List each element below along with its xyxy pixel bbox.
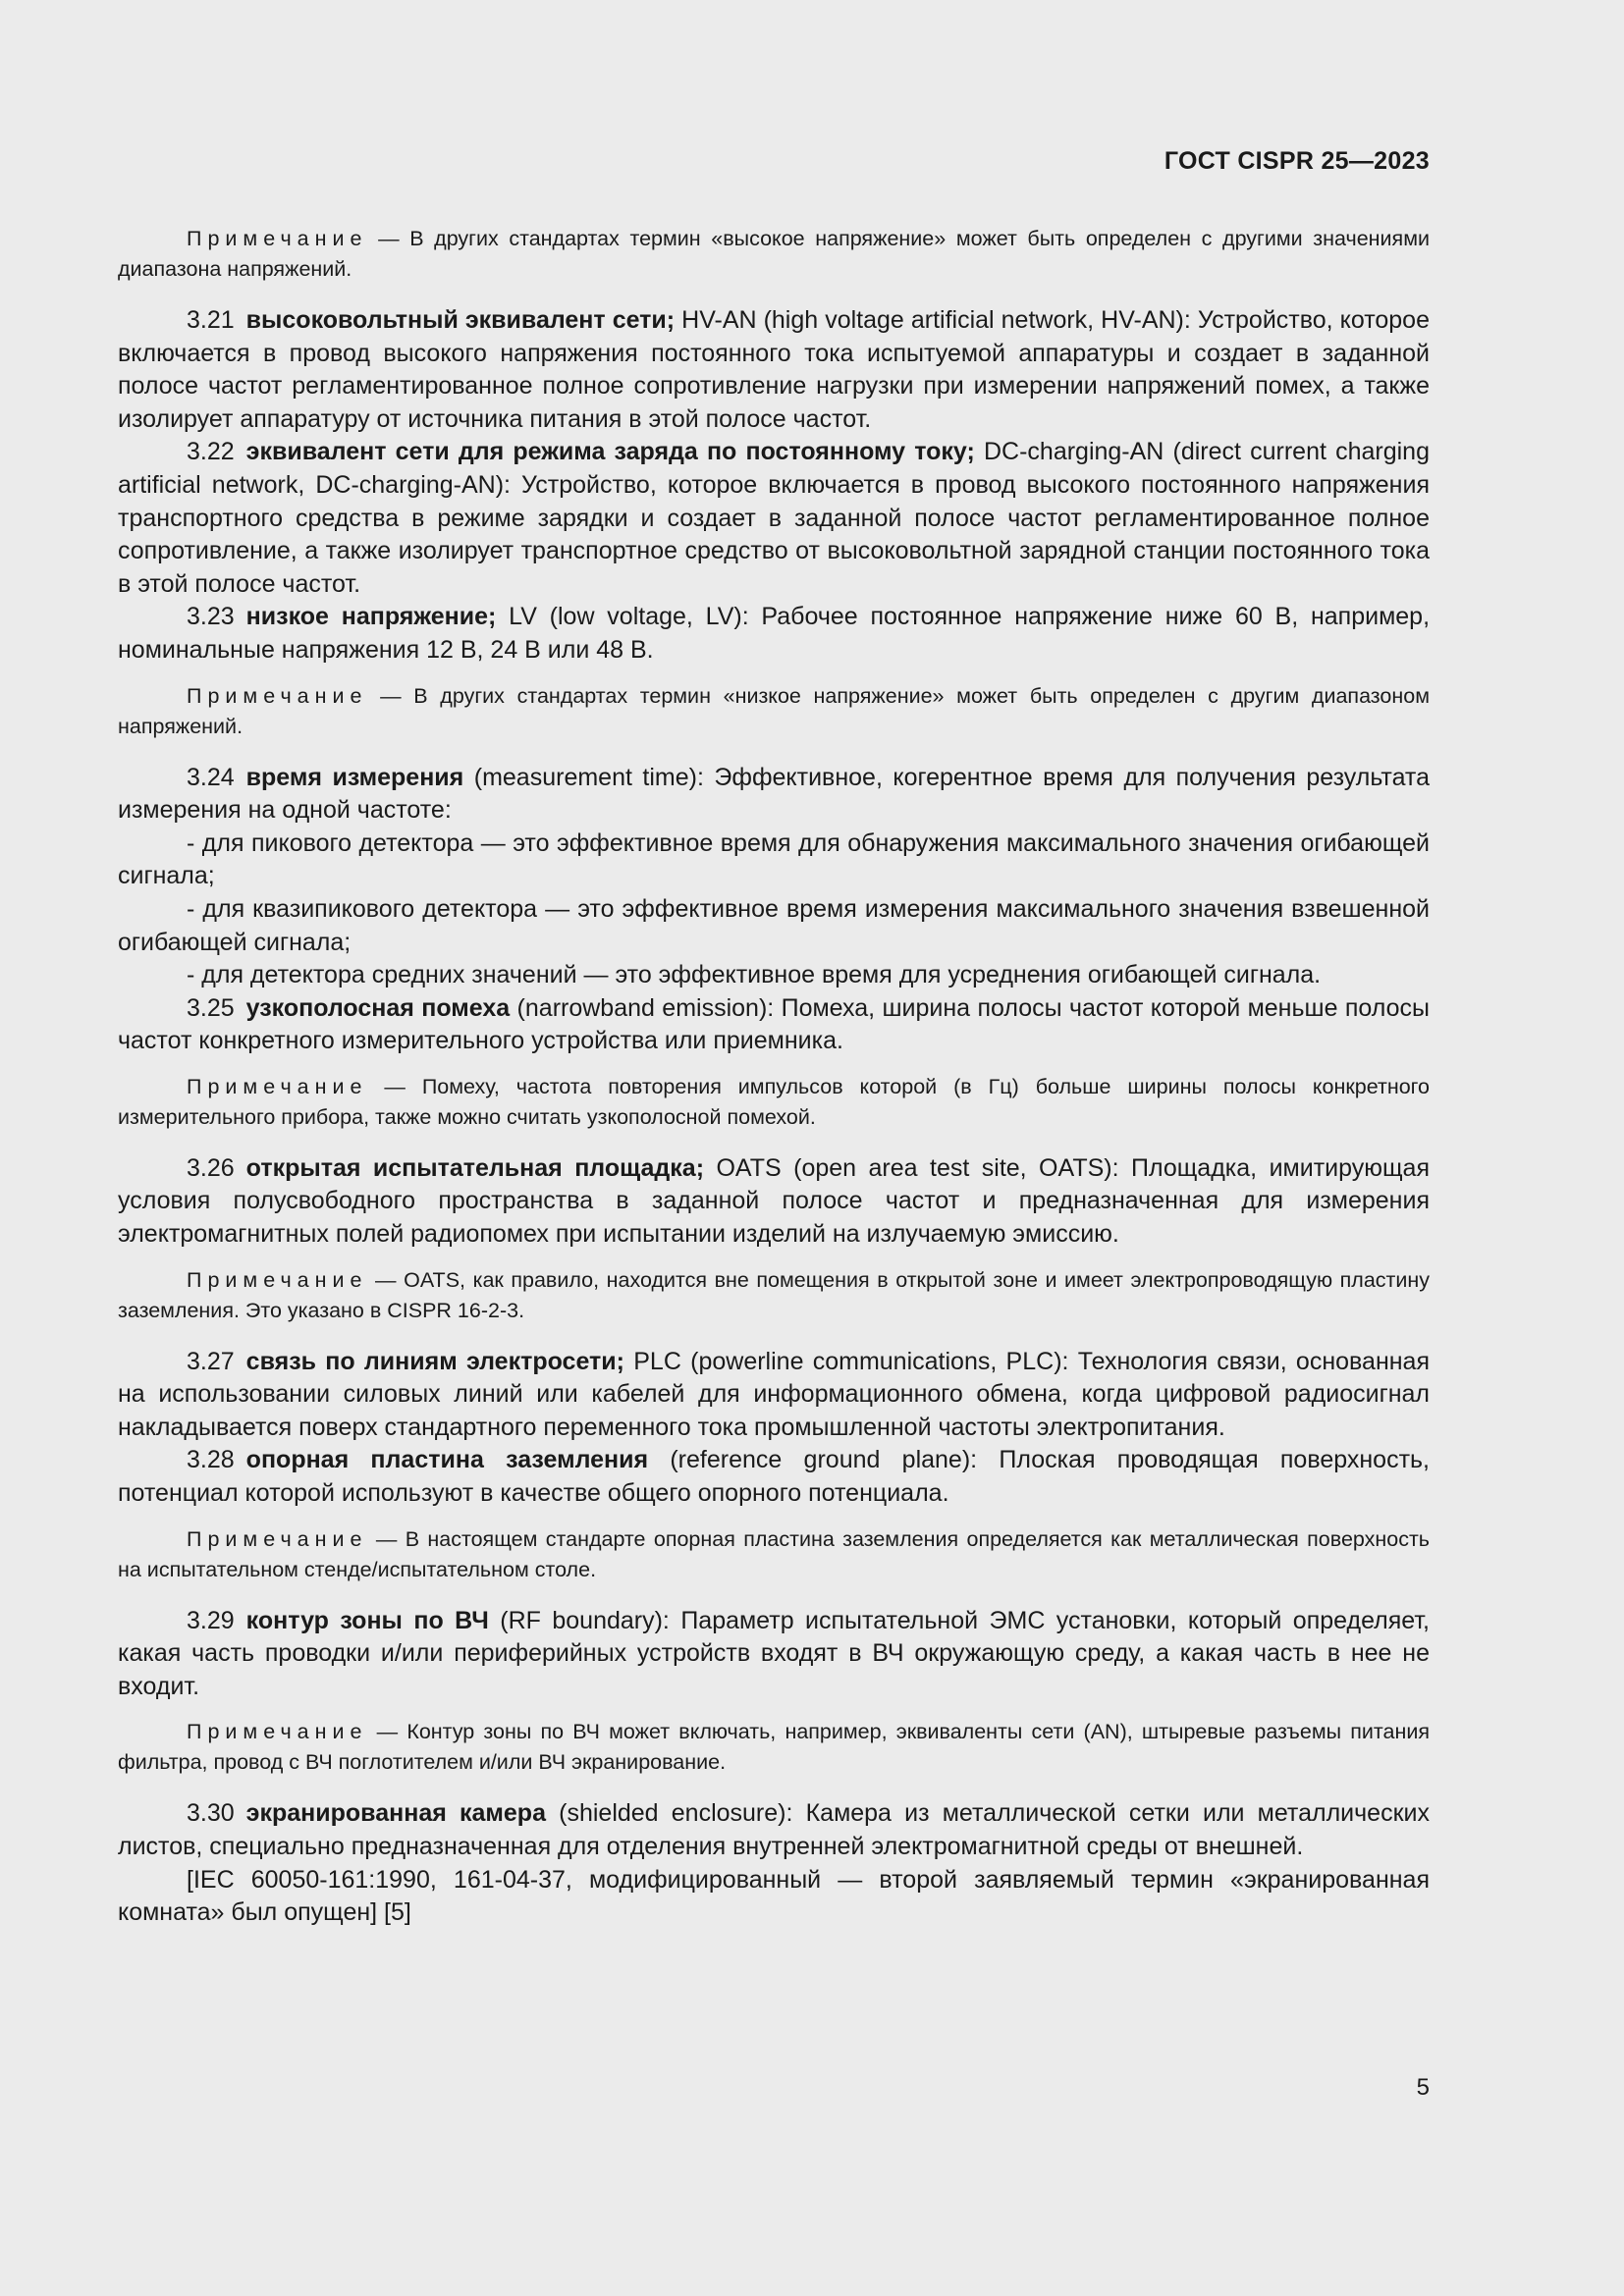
- term-3-23: [118, 601, 1430, 667]
- term-name: экранированная камера: [245, 1799, 546, 1828]
- note-dash: —: [367, 1526, 406, 1551]
- term-3-21: [118, 304, 1430, 436]
- note-paragraph: [118, 224, 1430, 285]
- term-name: высоковольтный эквивалент сети;: [245, 306, 676, 334]
- list-item: - для пикового детектора — это эффективное время для обнаружения максимального значения огибающей сигнала;: [118, 828, 1430, 890]
- term-definition: LV (low voltage, LV): Рабочее постоянное напряжение ниже 60 В, например, номинальные напряжения 12 В, 24 В или 48 В.: [118, 603, 1431, 664]
- note-paragraph: [118, 1524, 1430, 1585]
- note-paragraph: [118, 681, 1430, 742]
- term-number: 3.27: [187, 1347, 235, 1375]
- document-code-header: ГОСТ CISPR 25—2023: [1164, 147, 1430, 175]
- note-dash: —: [367, 1267, 405, 1292]
- term-3-25: [118, 992, 1430, 1058]
- page-number: 5: [1416, 2074, 1430, 2101]
- list-item: - для детектора средних значений — это эффективное время для усреднения огибающей сигнала.: [187, 961, 1322, 989]
- term-3-27: [118, 1346, 1430, 1445]
- term-number: 3.28: [187, 1446, 235, 1474]
- term-definition: (measurement time): Эффективное, когерентное время для получения результата измерения на одной частоте:: [118, 763, 1430, 825]
- note-dash: —: [367, 683, 414, 708]
- term-number: 3.23: [187, 603, 235, 631]
- note-label: Примечание: [187, 1526, 368, 1551]
- term-3-28: [118, 1444, 1430, 1510]
- list-item: - для квазипикового детектора — это эффективное время измерения максимального значения взвешенной огибающей сигнала;: [118, 894, 1430, 956]
- note-paragraph: [118, 1717, 1430, 1778]
- note-paragraph: [118, 1265, 1430, 1326]
- note-label: Примечание: [187, 1074, 368, 1098]
- term-3-24: [118, 762, 1430, 828]
- term-name: узкополосная помеха: [245, 993, 511, 1022]
- term-definition: OATS (open area test site, OATS): Площадка, имитирующая условия полусвободного пространства в заданной полосе частот и предназначенная для измерения электромагнитных полей радиопомех при испытании изделий на излучаемую эмиссию.: [118, 1153, 1430, 1249]
- term-name: эквивалент сети для режима заряда по постоянному току;: [245, 438, 975, 466]
- term-name: контур зоны по ВЧ: [245, 1606, 489, 1634]
- note-text: Контур зоны по ВЧ может включать, например, эквиваленты сети (AN), штыревые разъемы питания фильтра, провод с ВЧ поглотителем и/или ВЧ экранирование.: [118, 1720, 1430, 1775]
- term-number: 3.24: [187, 763, 235, 791]
- term-name: низкое напряжение;: [245, 603, 497, 631]
- term-name: открытая испытательная площадка;: [245, 1153, 705, 1182]
- term-number: 3.26: [187, 1153, 235, 1182]
- term-name: связь по линиям электросети;: [245, 1347, 624, 1375]
- term-definition: (shielded enclosure): Камера из металлической сетки или металлических листов, специально предназначенная для отделения внутренней электромагнитной среды от внешней.: [118, 1799, 1430, 1860]
- note-paragraph: [118, 1072, 1430, 1133]
- note-dash: —: [367, 1074, 422, 1098]
- term-3-30: [118, 1797, 1430, 1863]
- source-reference: [IEC 60050-161:1990, 161-04-37, модифицированный — второй заявляемый термин «экранированная комната» был опущен] [5]: [118, 1865, 1430, 1927]
- term-definition: PLC (powerline communications, PLC): Технология связи, основанная на использовании силовых линий или кабелей для информационного обмена, когда цифровой радиосигнал накладывается поверх стандартного переменного тока промышленной частоты электропитания.: [118, 1347, 1431, 1441]
- term-number: 3.29: [187, 1606, 235, 1634]
- term-3-26: [118, 1152, 1430, 1252]
- term-definition: HV-AN (high voltage artificial network, HV-AN): Устройство, которое включается в провод высокого напряжения постоянного тока испытуемой аппаратуры и создает в заданной полосе частот регламентированное полное сопротивление нагрузки при измерении напряжений помех, а также изолирует аппаратуру от источника питания в этой полосе частот.: [118, 306, 1430, 433]
- term-definition: (reference ground plane): Плоская проводящая поверхность, потенциал которой используют в качестве общего опорного потенциала.: [118, 1446, 1430, 1508]
- term-definition: (RF boundary): Параметр испытательной ЭМС установки, который определяет, какая часть проводки и/или периферийных устройств входят в ВЧ окружающую среду, а какая часть в нее не входит.: [118, 1606, 1430, 1700]
- term-number: 3.22: [187, 438, 235, 466]
- term-definition: (narrowband emission): Помеха, ширина полосы частот которой меньше полосы частот конкретного измерительного устройства или приемника.: [118, 993, 1430, 1055]
- note-label: Примечание: [187, 1720, 368, 1744]
- note-label: Примечание: [187, 683, 368, 708]
- term-name: опорная пластина заземления: [245, 1446, 649, 1474]
- note-text: В настоящем стандарте опорная пластина заземления определяется как металлическая поверхность на испытательном стенде/испытательном столе.: [118, 1526, 1431, 1581]
- term-number: 3.30: [187, 1799, 235, 1828]
- note-dash: —: [367, 1720, 407, 1744]
- note-dash: —: [367, 227, 410, 250]
- term-definition: DC-charging-AN (direct current charging artificial network, DC-charging-AN): Устройство, которое включается в провод высокого постоянного напряжения транспортного средства в режиме зарядки и создает в заданной полосе частот регламентированное полное сопротивление, а также изолирует транспортное средство от высоковольтной зарядной станции постоянного тока в этой полосе частот.: [118, 438, 1430, 598]
- note-label: Примечание: [187, 1267, 368, 1292]
- term-name: время измерения: [245, 763, 464, 791]
- note-text: В других стандартах термин «низкое напряжение» может быть определен с другим диапазоном напряжений.: [118, 683, 1430, 738]
- term-3-29: [118, 1605, 1430, 1704]
- page-content: [118, 224, 1430, 1930]
- note-label: Примечание: [187, 227, 368, 250]
- note-text: OATS, как правило, находится вне помещения в открытой зоне и имеет электропроводящую пластину заземления. Это указано в CISPR 16-2-3.: [118, 1267, 1431, 1322]
- note-text: В других стандартах термин «высокое напряжение» может быть определен с другими значениями диапазона напряжений.: [118, 227, 1430, 281]
- term-3-22: [118, 436, 1430, 601]
- note-text: Помеху, частота повторения импульсов которой (в Гц) больше ширины полосы конкретного измерительного прибора, также можно считать узкополосной помехой.: [118, 1074, 1430, 1129]
- term-number: 3.21: [187, 306, 235, 334]
- term-number: 3.25: [187, 993, 235, 1022]
